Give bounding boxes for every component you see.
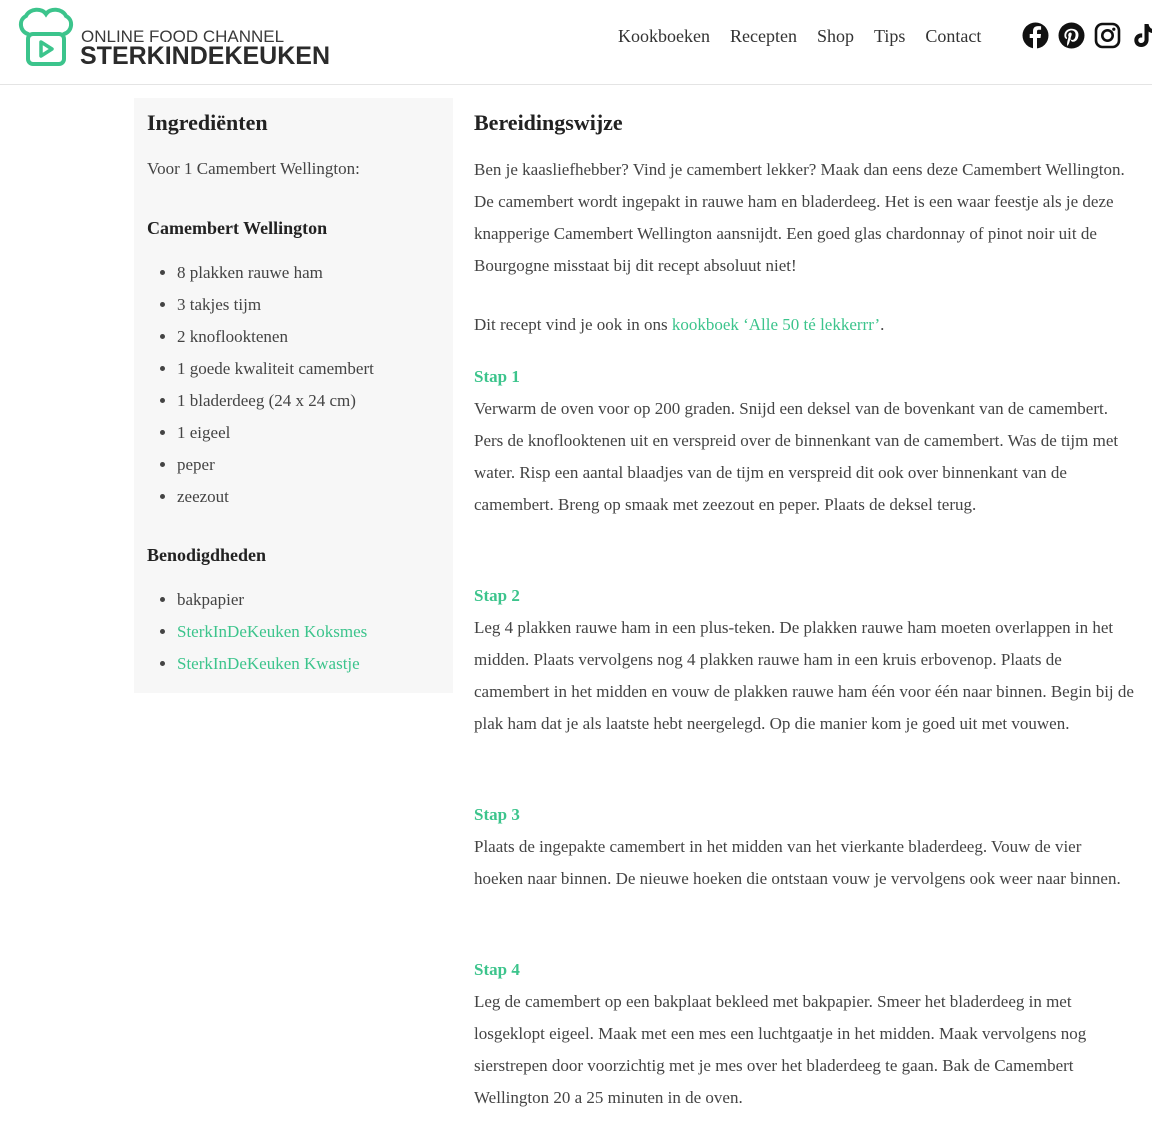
nav-shop[interactable]: Shop	[816, 26, 854, 46]
cookbook-link[interactable]: kookboek ‘Alle 50 té lekkerrr’	[671, 315, 881, 334]
tools-title: Benodigdheden	[147, 545, 267, 565]
list-item: • 1 goede kwaliteit camembert	[177, 353, 374, 385]
facebook-icon[interactable]	[1022, 22, 1049, 49]
step-3-text: Plaats de ingepakte camembert in het midden van het vierkante bladerdeeg. Vouw de vier hoeken naar binnen. De nieuwe hoeken die ontstaan vouw je vervolgens ook weer naar binnen.	[474, 837, 1121, 888]
main-nav	[618, 26, 1001, 47]
logo-name: STERKINDEKEUKEN	[80, 42, 331, 70]
list-item: • 1 bladerdeeg (24 x 24 cm)	[177, 385, 374, 417]
kwastje-link[interactable]: • SterkInDeKeuken Kwastje	[177, 648, 367, 680]
book-reference	[474, 309, 1134, 341]
ingredients-title: Ingrediënten	[147, 110, 268, 135]
serving-text: Voor 1 Camembert Wellington:	[147, 159, 360, 178]
list-item: • zeezout	[177, 481, 374, 513]
list-item: • 2 knoflooktenen	[177, 321, 374, 353]
step-1-title: Stap 1	[474, 367, 520, 386]
site-logo[interactable]	[16, 6, 331, 70]
book-prefix: Dit recept vind je ook in ons	[474, 315, 672, 334]
list-item: • peper	[177, 449, 374, 481]
method-title: Bereidingswijze	[474, 110, 623, 135]
step-3-title: Stap 3	[474, 805, 520, 824]
list-item: • 1 eigeel	[177, 417, 374, 449]
instagram-icon[interactable]	[1094, 22, 1121, 49]
site-header	[0, 0, 1152, 85]
nav-recepten[interactable]: Recepten	[729, 26, 797, 46]
nav-contact[interactable]: Contact	[925, 26, 982, 46]
step-4-text: Leg de camembert op een bakplaat bekleed met bakpapier. Smeer het bladerdeeg in met losgeklopt eigeel. Maak met een mes een luchtgaatje in het midden. Maak vervolgens nog sierstrepen door voorzichtig met je mes over het bladerdeeg te gaan. Bak de Camembert Wellington 20 a 25 minuten in de oven.	[474, 992, 1087, 1107]
step-4-title: Stap 4	[474, 960, 520, 979]
intro-text: Ben je kaasliefhebber? Vind je camembert lekker? Maak dan eens deze Camembert Wellington. De camembert wordt ingepakt in rauwe ham en bladerdeeg. Het is een waar feestje als je deze knapperige Camembert Wellington aansnijdt. Een goed glas chardonnay of pinot noir uit de Bourgogne misstaat bij dit recept absoluut niet!	[474, 160, 1125, 275]
ingredients-panel	[134, 98, 453, 693]
ingredients-list	[134, 257, 374, 513]
step-2-title: Stap 2	[474, 586, 520, 605]
chef-hat-play-icon	[16, 6, 76, 66]
nav-kookboeken[interactable]: Kookboeken	[618, 26, 710, 46]
list-item: • 3 takjes tijm	[177, 289, 374, 321]
social-links	[1022, 22, 1152, 49]
tools-list	[134, 584, 367, 680]
logo-tagline: ONLINE FOOD CHANNEL	[81, 27, 285, 46]
book-suffix: .	[880, 315, 885, 334]
step-1-text: Verwarm de oven voor op 200 graden. Snijd een deksel van de bovenkant van de camembert. Pers de knoflooktenen uit en verspreid over de binnenkant van de camembert. Was de tijm met water. Risp een aantal blaadjes van de tijm en verspreid dit ook over binnenkant van de camembert. Breng op smaak met zeezout en peper. Plaats de deksel terug.	[474, 399, 1119, 514]
koksmes-link[interactable]: • SterkInDeKeuken Koksmes	[177, 616, 367, 648]
list-item: • bakpapier	[177, 584, 367, 616]
ingredients-section-title: Camembert Wellington	[147, 218, 328, 238]
pinterest-icon[interactable]	[1058, 22, 1085, 49]
step-2-text: Leg 4 plakken rauwe ham in een plus-teken. De plakken rauwe ham moeten overlappen in het midden. Plaats vervolgens nog 4 plakken rauwe ham in een kruis erbovenop. Plaats de camembert in het midden en vouw de plakken rauwe ham één voor één naar binnen. Begin bij de plak ham dat je als laatste hebt neergelegd. Op die manier kom je goed uit met vouwen.	[474, 618, 1134, 733]
tiktok-icon[interactable]	[1130, 22, 1152, 49]
list-item: • 8 plakken rauwe ham	[177, 257, 374, 289]
nav-tips[interactable]: Tips	[873, 26, 906, 46]
